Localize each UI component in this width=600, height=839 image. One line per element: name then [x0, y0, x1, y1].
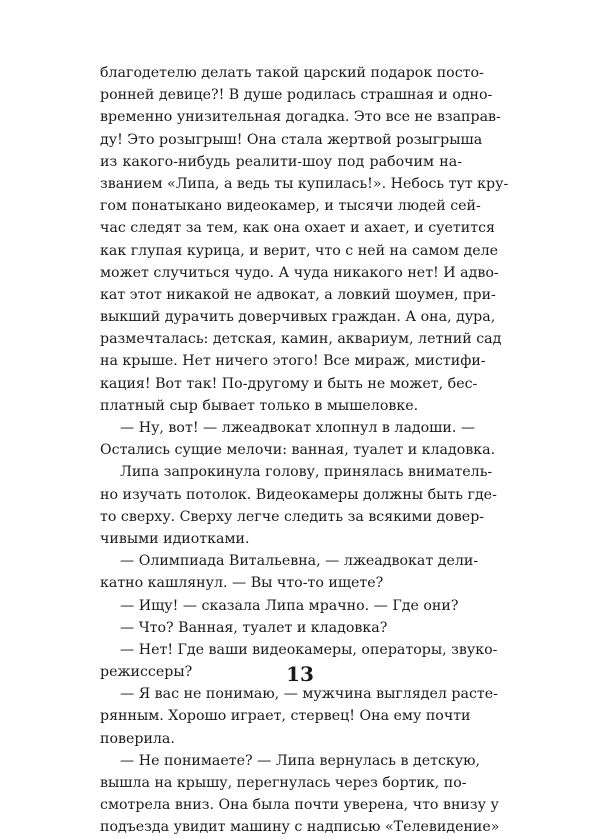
text-line: временно унизительная догадка. Это все не взаправ- [100, 109, 501, 126]
text-line: может случиться чудо. А чуда никакого нет! И адво- [100, 264, 499, 281]
text-line: подъезда увидит машину с надписью «Телевидение» [100, 819, 500, 836]
text-line: — Не понимаете? — Липа вернулась в детскую, [120, 752, 480, 769]
text-line: платный сыр бывает только в мышеловке. [100, 397, 419, 414]
text-line: режиссеры? [100, 664, 193, 681]
text-line: Липа запрокинула голову, принялась вниматель- [120, 464, 493, 481]
text-line: как глупая курица, и верит, что с ней на самом деле [100, 242, 499, 259]
paragraph [100, 461, 497, 550]
text-line: чивыми идиотками. [100, 530, 250, 547]
text-line: поверила. [100, 730, 175, 747]
text-line: званием «Липа, а ведь ты купилась!». Небось тут кру- [100, 175, 509, 192]
text-line: — Нет! Где ваши видеокамеры, операторы, звуко- [120, 641, 498, 658]
page-number: 13 [286, 662, 314, 686]
text-line: — Что? Ванная, туалет и кладовка? [120, 619, 388, 636]
text-line: смотрела вниз. Она была почти уверена, что внизу у [100, 797, 499, 814]
text-line: Остались сущие мелочи: ванная, туалет и кладовка. [100, 442, 496, 459]
text-line: выкший дурачить доверчивых граждан. А она, дура, [100, 309, 496, 326]
text-line: размечталась: детская, камин, аквариум, летний сад [100, 331, 502, 348]
paragraph [100, 595, 462, 617]
text-line: благодетелю делать такой царский подарок посто- [100, 65, 484, 81]
text-line: но изучать потолок. Видеокамеры должны быть где- [100, 486, 497, 503]
paragraph [100, 750, 500, 839]
page-text [100, 62, 509, 839]
text-line: гом понатыкано видеокамер, и тысячи людей сей- [100, 198, 481, 215]
text-line: катно кашлянул. — Вы что-то ищете? [100, 575, 384, 592]
text-line: на крыше. Нет ничего этого! Все мираж, мистифи- [100, 353, 486, 370]
paragraph [100, 417, 496, 461]
text-line: — Ну, вот! — лжеадвокат хлопнул в ладоши. — [120, 420, 476, 436]
text-line: — Ищу! — сказала Липа мрачно. — Где они? [120, 597, 459, 614]
paragraph [100, 62, 509, 417]
text-line: ду! Это розыгрыш! Она стала жертвой розыгрыша [100, 131, 483, 148]
text-line: кация! Вот так! По-другому и быть не может, бес- [100, 375, 478, 392]
text-line: час следят за тем, как она охает и ахает, и суетится [100, 220, 495, 237]
text-line: — Я вас не понимаю, — мужчина выглядел расте- [120, 686, 498, 703]
paragraph [100, 617, 462, 639]
text-line: из какого-нибудь реалити-шоу под рабочим на- [100, 153, 462, 170]
text-line: кат этот никакой не адвокат, а ловкий шоумен, при- [100, 286, 496, 303]
text-line: то сверху. Сверху легче следить за всякими довер- [100, 508, 485, 525]
paragraph [100, 683, 498, 750]
text-line: рянным. Хорошо играет, стервец! Она ему почти [100, 708, 471, 725]
text-line: — Олимпиада Витальевна, — лжеадвокат дели- [120, 553, 479, 570]
text-line: вышла на крышу, перегнулась через бортик, по- [100, 775, 467, 791]
text-line: ронней девице?! В душе родилась страшная и одно- [100, 87, 493, 104]
paragraph [100, 550, 479, 594]
